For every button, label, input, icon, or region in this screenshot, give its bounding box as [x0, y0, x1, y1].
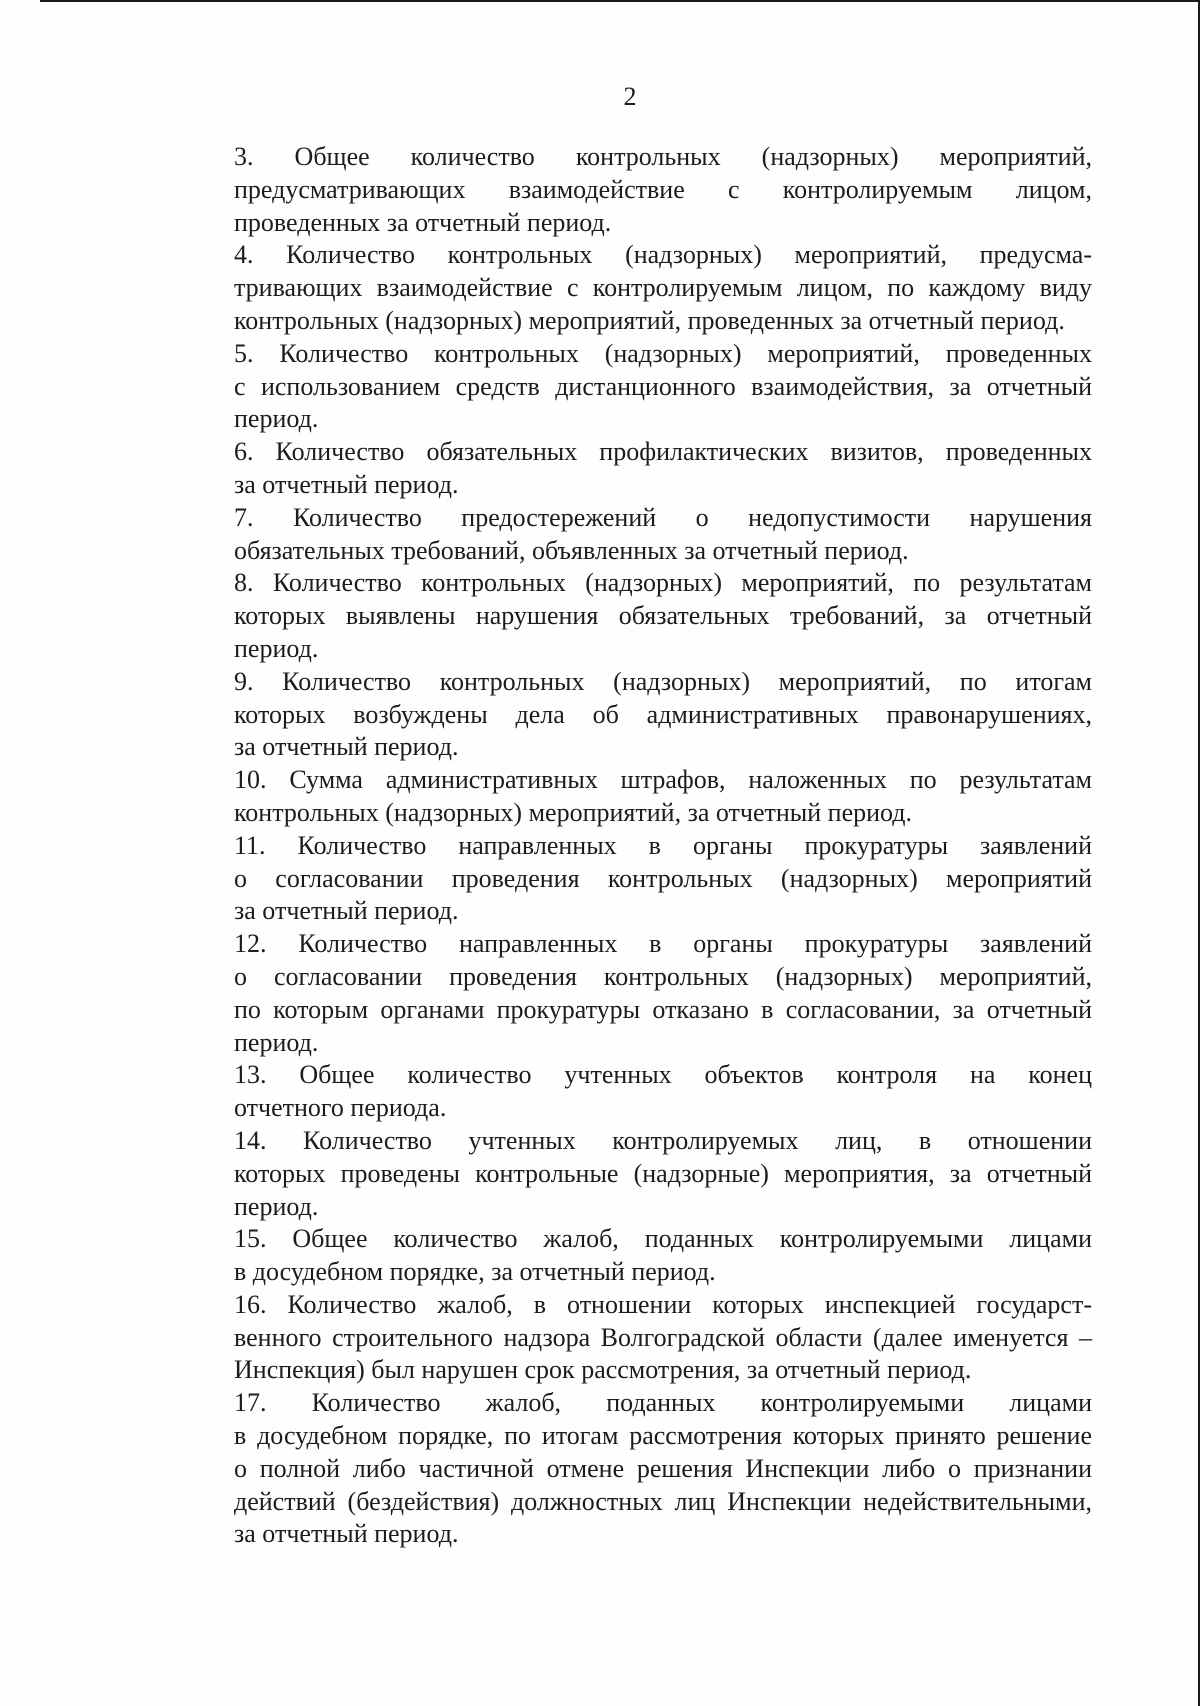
list-item: [164, 567, 1092, 665]
list-item: [164, 338, 1092, 436]
text-line: венного строительного надзора Волгоградской области (далее именуется –: [234, 1322, 1092, 1352]
text-line: 3. Общее количество контрольных (надзорных) мероприятий,: [234, 142, 1092, 171]
text-line: Инспекция) был нарушен срок рассмотрения, за отчетный период.: [234, 1355, 972, 1385]
list-item: [164, 502, 1092, 568]
text-line: 17. Количество жалоб, поданных контролируемыми лицами: [234, 1388, 1092, 1418]
list-item: [164, 666, 1092, 764]
list-item: [164, 928, 1092, 1059]
text-line: за отчетный период.: [234, 469, 459, 499]
text-line: 11. Количество направленных в органы прокуратуры заявлений: [234, 830, 1092, 860]
page-number: 2: [623, 82, 637, 111]
list-item: [164, 764, 1092, 830]
text-line: которых проведены контрольные (надзорные) мероприятия, за отчетный: [234, 1158, 1092, 1188]
text-line: период.: [234, 404, 319, 434]
list-item: [164, 141, 1092, 239]
text-line: 10. Сумма административных штрафов, наложенных по результатам: [234, 765, 1092, 795]
list-item: [164, 1125, 1092, 1223]
text-line: 8. Количество контрольных (надзорных) мероприятий, по результатам: [234, 568, 1092, 598]
text-line: 16. Количество жалоб, в отношении которых инспекцией государст-: [234, 1289, 1092, 1319]
list-item: [164, 830, 1092, 928]
document-body: [164, 141, 1092, 1551]
text-line: действий (бездействия) должностных лиц Инспекции недействительными,: [234, 1486, 1092, 1516]
list-item: [164, 436, 1092, 502]
text-line: в досудебном порядке, по итогам рассмотрения которых принято решение: [234, 1421, 1092, 1451]
text-line: 4. Количество контрольных (надзорных) мероприятий, предусма-: [234, 240, 1092, 270]
text-line: за отчетный период.: [234, 732, 459, 762]
text-line: 12. Количество направленных в органы прокуратуры заявлений: [234, 929, 1092, 959]
text-line: период.: [234, 633, 319, 663]
text-line: в досудебном порядке, за отчетный период.: [234, 1257, 716, 1287]
text-line: которых выявлены нарушения обязательных требований, за отчетный: [234, 601, 1092, 631]
text-line: период.: [234, 1027, 319, 1057]
text-line: отчетного периода.: [234, 1093, 447, 1123]
list-item: [164, 1289, 1092, 1387]
text-line: с использованием средств дистанционного взаимодействия, за отчетный: [234, 371, 1092, 401]
text-line: 7. Количество предостережений о недопустимости нарушения: [234, 502, 1092, 532]
text-line: о согласовании проведения контрольных (надзорных) мероприятий: [234, 863, 1092, 893]
list-item: [164, 1387, 1092, 1551]
text-line: 6. Количество обязательных профилактических визитов, проведенных: [234, 437, 1092, 467]
text-line: контрольных (надзорных) мероприятий, за отчетный период.: [234, 797, 913, 827]
list-item: [164, 239, 1092, 337]
text-line: о согласовании проведения контрольных (надзорных) мероприятий,: [234, 961, 1092, 991]
text-line: 14. Количество учтенных контролируемых лиц, в отношении: [234, 1125, 1092, 1155]
text-line: 13. Общее количество учтенных объектов контроля на конец: [234, 1060, 1092, 1090]
text-line: 9. Количество контрольных (надзорных) мероприятий, по итогам: [234, 666, 1092, 696]
text-line: проведенных за отчетный период.: [234, 207, 612, 237]
text-line: предусматривающих взаимодействие с контролируемым лицом,: [234, 174, 1092, 204]
text-line: о полной либо частичной отмене решения Инспекции либо о признании: [234, 1453, 1092, 1483]
text-line: по которым органами прокуратуры отказано в согласовании, за отчетный: [234, 994, 1092, 1024]
scan-edge-top: [40, 0, 1200, 2]
text-line: тривающих взаимодействие с контролируемым лицом, по каждому виду: [234, 273, 1092, 303]
text-line: 5. Количество контрольных (надзорных) мероприятий, проведенных: [234, 338, 1092, 368]
text-line: за отчетный период.: [234, 1519, 459, 1549]
list-item: [164, 1223, 1092, 1289]
text-line: обязательных требований, объявленных за отчетный период.: [234, 535, 909, 565]
list-item: [164, 1059, 1092, 1125]
text-line: контрольных (надзорных) мероприятий, проведенных за отчетный период.: [234, 305, 1065, 335]
text-line: за отчетный период.: [234, 896, 459, 926]
text-line: которых возбуждены дела об административных правонарушениях,: [234, 699, 1092, 729]
text-line: 15. Общее количество жалоб, поданных контролируемыми лицами: [234, 1224, 1092, 1254]
text-line: период.: [234, 1191, 319, 1221]
